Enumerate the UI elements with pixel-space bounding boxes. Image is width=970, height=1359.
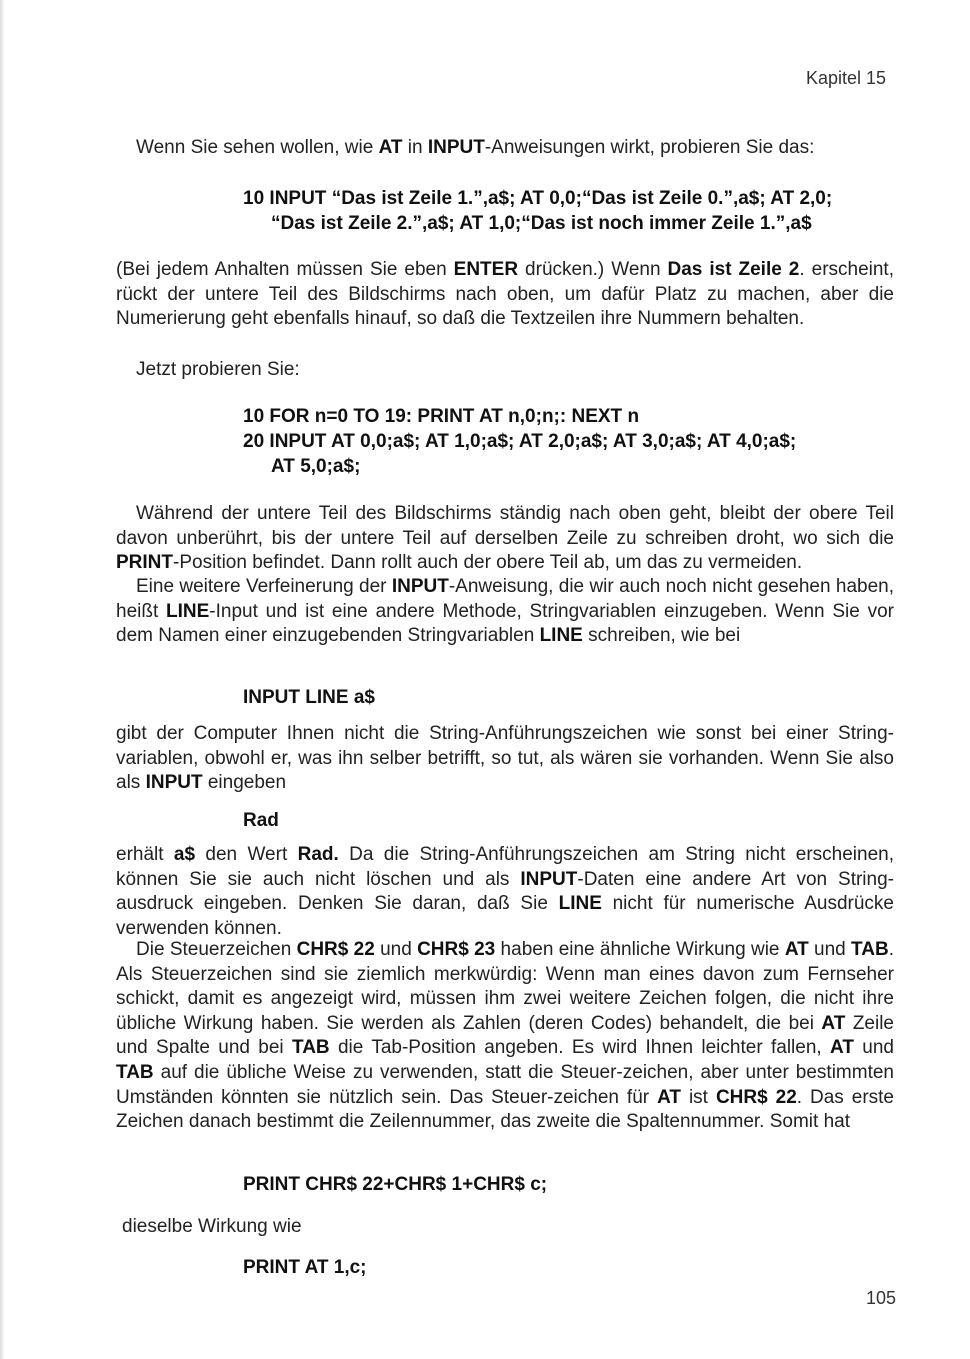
paragraph-screen-scroll: Während der untere Teil des Bildschirms ständig nach oben geht, bleibt der obere Teil davon unberührt, bis der untere Teil auf derselben Zeile zu schreiben droht, wo sich die PRINT-Position befindet. Dann rollt auch der obere Teil ab, um das zu vermeiden. — [116, 503, 894, 574]
paragraph-at-in-input: Wenn Sie sehen wollen, wie AT in INPUT-Anweisungen wirkt, probieren Sie das: — [136, 137, 815, 158]
code-block-rad — [243, 808, 279, 833]
code-line: Rad — [243, 810, 279, 831]
paragraph-line-input: Eine weitere Verfeinerung der INPUT-Anweisung, die wir auch noch nicht gesehen haben, heißt LINE-Input und ist eine andere Methode, Stringvariablen einzugeben. Wenn Sie vor dem Namen einer einzugebenden Stringvariablen LINE schreiben, wie bei — [116, 576, 894, 647]
code-line: 10 FOR n=0 TO 19: PRINT AT n,0;n;: NEXT n — [243, 406, 640, 427]
code-block-input-line — [243, 685, 375, 710]
code-line: PRINT CHR$ 22+CHR$ 1+CHR$ c; — [243, 1174, 548, 1195]
paragraph-rad-value: erhält a$ den Wert Rad. Da die String-Anführungszeichen am String nicht erscheinen, können Sie sie auch nicht löschen und als INPUT-Daten eine andere Art von String-ausdruck eingeben. Denken Sie daran, daß Sie LINE nicht für numerische Ausdrücke verwenden können. — [116, 844, 894, 939]
code-line: PRINT AT 1,c; — [243, 1257, 367, 1278]
code-line: INPUT LINE a$ — [243, 687, 375, 708]
code-line: AT 5,0;a$; — [271, 456, 361, 477]
paragraph-try-this: Jetzt probieren Sie: — [136, 359, 300, 380]
chapter-header: Kapitel 15 — [805, 68, 886, 88]
paragraph-same-effect: dieselbe Wirkung wie — [122, 1216, 302, 1237]
paragraph-quotes: gibt der Computer Ihnen nicht die String-Anführungszeichen wie sonst bei einer String-variablen, obwohl er, was ihn selber betrifft, so tut, als wären sie vorhanden. Wenn Sie also als INPUT eingeben — [116, 723, 894, 794]
code-line: 10 INPUT “Das ist Zeile 1.”,a$; AT 0,0;“Das ist Zeile 0.”,a$; AT 2,0; — [243, 188, 833, 209]
paragraph-enter-note: (Bei jedem Anhalten müssen Sie eben ENTER drücken.) Wenn Das ist Zeile 2. erscheint, rückt der untere Teil des Bildschirms nach oben, um dafür Platz zu machen, aber die Numerierung geht ebenfalls hinauf, so daß die Textzeilen ihre Nummern behalten. — [116, 259, 894, 330]
page-binding-edge — [0, 0, 4, 1359]
code-block-for-next — [243, 404, 796, 479]
code-block-print-chr — [243, 1172, 547, 1197]
code-line: “Das ist Zeile 2.”,a$; AT 1,0;“Das ist noch immer Zeile 1.”,a$ — [271, 213, 812, 234]
paragraph-control-characters: Die Steuerzeichen CHR$ 22 und CHR$ 23 haben eine ähnliche Wirkung wie AT und TAB. Als Steuerzeichen sind sie ziemlich merkwürdig: Wenn man eines davon zum Fernseher schickt, damit es angezeigt wird, müssen ihm zwei weitere Zeichen folgen, die nicht ihre übliche Wirkung haben. Sie werden als Zahlen (deren Codes) behandelt, die bei AT Zeile und Spalte und bei TAB die Tab-Position angeben. Es wird Ihnen leichter fallen, AT und TAB auf die übliche Weise zu verwenden, statt die Steuer-zeichen, aber unter bestimmten Umständen könnten sie nützlich sein. Das Steuer-zeichen für AT ist CHR$ 22. Das erste Zeichen danach bestimmt die Zeilennummer, das zweite die Spaltennummer. Somit hat — [116, 939, 894, 1133]
code-block-print-at — [243, 1255, 367, 1280]
code-line: 20 INPUT AT 0,0;a$; AT 1,0;a$; AT 2,0;a$; AT 3,0;a$; AT 4,0;a$; — [243, 431, 797, 452]
code-block-input-at — [243, 186, 832, 236]
page-number: 105 — [865, 1288, 896, 1308]
